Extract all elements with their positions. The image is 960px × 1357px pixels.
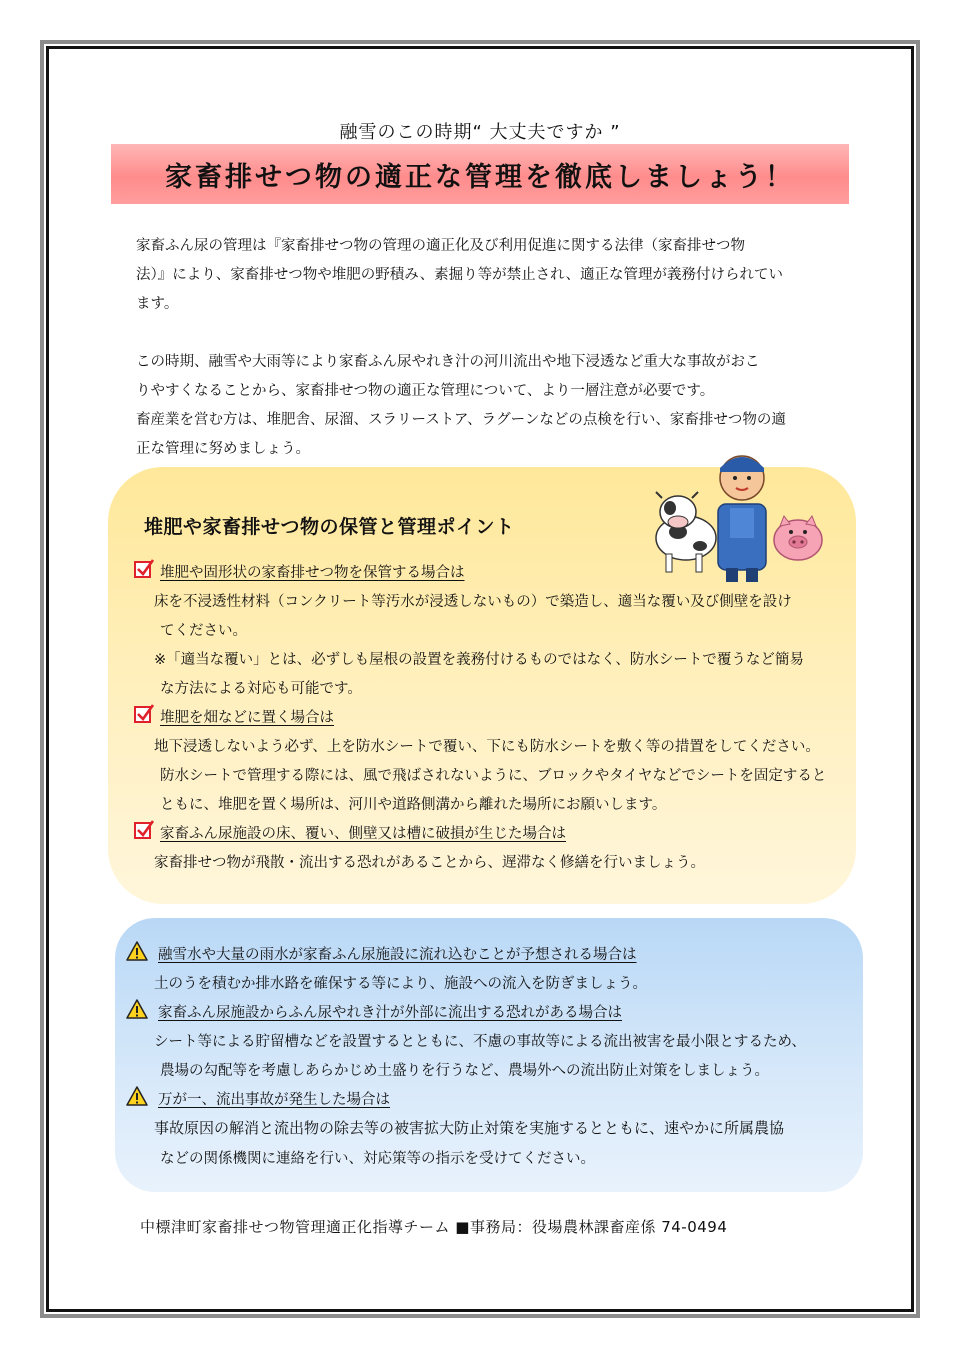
warning-item-3-heading: 万が一、流出事故が発生した場合は <box>158 1092 390 1108</box>
footer-contact: 中標津町家畜排せつ物管理適正化指導チーム ■事務局：役場農林課畜産係 74-0494 <box>140 1218 728 1236</box>
intro-line: ます。 <box>136 296 179 312</box>
storage-item-1-line: ※「適当な覆い」とは、必ずしも屋根の設置を義務付けるものではなく、防水シートで覆うなど簡易 <box>154 652 804 668</box>
warning-item-2-line: 農場の勾配等を考慮しあらかじめ土盛りを行うなど、農場外への流出防止対策をしましょう。 <box>160 1063 769 1079</box>
storage-item-3-heading: 家畜ふん尿施設の床、覆い、側壁又は槽に破損が生じた場合は <box>160 826 566 842</box>
intro-line: 畜産業を営む方は、堆肥舎、尿溜、スラリーストア、ラグーンなどの点検を行い、家畜排せつ物の適 <box>136 412 786 428</box>
storage-item-1-line: 床を不浸透性材料（コンクリート等汚水が浸透しないもの）で築造し、適当な覆い及び側壁を設け <box>154 594 792 610</box>
warning-item-2-heading: 家畜ふん尿施設からふん尿やれき汁が外部に流出する恐れがある場合は <box>158 1005 622 1021</box>
intro-line: 家畜ふん尿の管理は『家畜排せつ物の管理の適正化及び利用促進に関する法律（家畜排せつ物 <box>136 238 745 254</box>
intro-line: この時期、融雪や大雨等により家畜ふん尿やれき汁の河川流出や地下浸透など重大な事故がおこ <box>136 354 760 370</box>
storage-item-2-line: 防水シートで管理する際には、風で飛ばされないように、ブロックやタイヤなどでシートを固定すると <box>160 768 827 784</box>
storage-panel-title: 堆肥や家畜排せつ物の保管と管理ポイント <box>144 516 515 538</box>
intro-line: 法）』により、家畜排せつ物や堆肥の野積み、素掘り等が禁止され、適正な管理が義務付けられてい <box>136 267 783 283</box>
intro-paragraph-1 <box>136 232 826 319</box>
intro-line: 正な管理に努めましょう。 <box>136 441 310 457</box>
warning-triangle-icon <box>126 999 148 1019</box>
warning-item-1-heading: 融雪水や大量の雨水が家畜ふん尿施設に流れ込むことが予想される場合は <box>158 947 637 963</box>
storage-item-1-line: てください。 <box>160 623 247 639</box>
title-banner <box>111 144 849 204</box>
checkbox-check-icon <box>134 820 154 840</box>
warning-item-1-line: 土のうを積むか排水路を確保する等により、施設への流入を防ぎましょう。 <box>154 976 647 992</box>
storage-item-3-line: 家畜排せつ物が飛散・流出する恐れがあることから、遅滞なく修繕を行いましょう。 <box>154 855 705 871</box>
warning-item-3-line: などの関係機関に連絡を行い、対応策等の指示を受けてください。 <box>160 1151 595 1167</box>
storage-item-2-heading: 堆肥を畑などに置く場合は <box>160 710 334 726</box>
storage-item-2-line: ともに、堆肥を置く場所は、河川や道路側溝から離れた場所にお願いします。 <box>160 797 667 813</box>
storage-item-1-line: な方法による対応も可能です。 <box>160 681 362 697</box>
storage-item-1-heading: 堆肥や固形状の家畜排せつ物を保管する場合は <box>160 565 465 581</box>
storage-item-2-line: 地下浸透しないよう必ず、上を防水シートで覆い、下にも防水シートを敷く等の措置をしてください。 <box>154 739 820 755</box>
warning-triangle-icon <box>126 1086 148 1106</box>
intro-line: りやすくなることから、家畜排せつ物の適正な管理について、より一層注意が必要です。 <box>136 383 715 399</box>
checkbox-check-icon <box>134 704 154 724</box>
page-title: 家畜排せつ物の適正な管理を徹底しましょう！ <box>165 161 795 193</box>
page-subtitle: 融雪のこの時期“ 大丈夫ですか ” <box>339 122 621 143</box>
warning-triangle-icon <box>126 941 148 961</box>
warning-item-3-line: 事故原因の解消と流出物の除去等の被害拡大防止対策を実施するとともに、速やかに所属農協 <box>154 1119 785 1137</box>
warning-item-2-line: シート等による貯留槽などを設置するとともに、不慮の事故等による流出被害を最小限とするため、 <box>154 1034 806 1050</box>
farmer-cow-pig-illustration <box>648 446 828 586</box>
checkbox-check-icon <box>134 559 154 579</box>
